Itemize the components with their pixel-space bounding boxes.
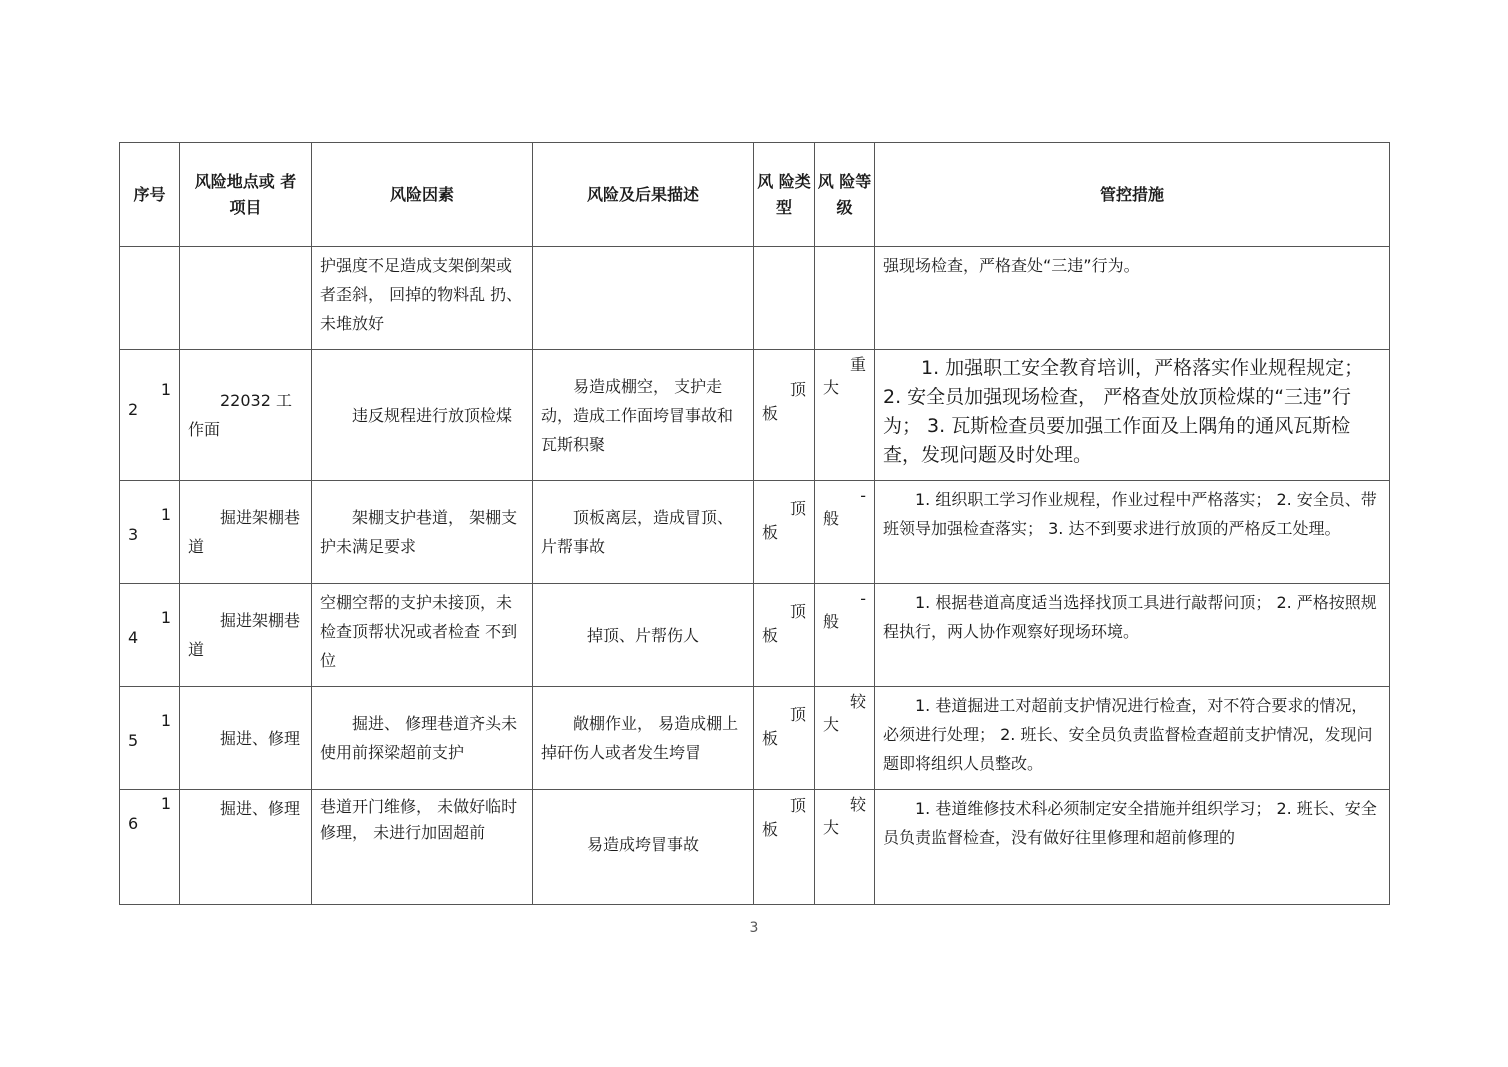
cell-measures: 1. 组织职工学习作业规程，作业过程中严格落实； 2. 安全员、带班领导加强检查落实； 3. 达不到要求进行放顶的严格反工处理。 (875, 481, 1390, 584)
cell-location: 掘进、修理 (180, 790, 312, 905)
cell-type (754, 350, 815, 481)
row-number-bottom: 6 (128, 814, 139, 833)
table-row (120, 687, 1390, 790)
risk-type-bottom: 板 (762, 626, 779, 645)
risk-type-top: 顶 (789, 380, 806, 399)
risk-level-bottom: 般 (823, 612, 840, 631)
table-row (120, 247, 1390, 350)
table-header-row (120, 143, 1390, 247)
cell-no (120, 790, 180, 905)
row-number-top: 1 (160, 380, 171, 399)
row-number-bottom: 2 (128, 400, 139, 419)
page-number: 3 (749, 920, 759, 936)
cell-description: 顶板离层，造成冒顶、片帮事故 (533, 481, 754, 584)
cell-level (815, 350, 875, 481)
cell-measures: 1. 巷道维修技术科必须制定安全措施并组织学习； 2. 班长、安全员负责监督检查，没有做好往里修理和超前修理的 (875, 790, 1390, 905)
risk-type-bottom: 板 (762, 729, 779, 748)
risk-level-top: - (860, 486, 866, 505)
row-number-top: 1 (160, 711, 171, 730)
cell-level (815, 790, 875, 905)
risk-level-bottom: 大 (823, 818, 840, 837)
cell-factor: 护强度不足造成支架倒架或者歪斜， 回掉的物料乱 扔、未堆放好 (312, 247, 533, 350)
cell-location: 掘进、修理 (180, 687, 312, 790)
cell-measures: 1. 根据巷道高度适当选择找顶工具进行敲帮问顶； 2. 严格按照规程执行，两人协作观察好现场环境。 (875, 584, 1390, 687)
cell-location: 22032 工作面 (180, 350, 312, 481)
risk-type-top: 顶 (789, 499, 806, 518)
cell-no (120, 584, 180, 687)
risk-level-top: 较 (849, 692, 866, 711)
risk-level-bottom: 般 (823, 509, 840, 528)
cell-no (120, 350, 180, 481)
cell-no (120, 481, 180, 584)
cell-location: 掘进架棚巷道 (180, 481, 312, 584)
risk-control-table (119, 142, 1390, 905)
header-type: 风 险类 型 (754, 143, 815, 247)
cell-description: 易造成棚空， 支护走动，造成工作面垮冒事故和瓦斯积聚 (533, 350, 754, 481)
cell-description: 掉顶、片帮伤人 (533, 584, 754, 687)
risk-level-top: 较 (849, 795, 866, 814)
cell-type (754, 584, 815, 687)
risk-type-top: 顶 (789, 602, 806, 621)
cell-measures: 强现场检查，严格查处“三违”行为。 (875, 247, 1390, 350)
cell-factor: 掘进、 修理巷道齐头未使用前探梁超前支护 (312, 687, 533, 790)
header-location: 风险地点或 者 项目 (180, 143, 312, 247)
cell-no (120, 687, 180, 790)
risk-type-bottom: 板 (762, 404, 779, 423)
table-row (120, 350, 1390, 481)
cell-type (754, 247, 815, 350)
cell-type (754, 790, 815, 905)
table-row (120, 584, 1390, 687)
cell-level (815, 247, 875, 350)
cell-description: 敞棚作业， 易造成棚上掉矸伤人或者发生垮冒 (533, 687, 754, 790)
cell-factor: 空棚空帮的支护未接顶，未检查顶帮状况或者检查 不到位 (312, 584, 533, 687)
header-description: 风险及后果描述 (533, 143, 754, 247)
risk-level-bottom: 大 (823, 715, 840, 734)
risk-level-top: - (860, 589, 866, 608)
cell-type (754, 687, 815, 790)
risk-type-top: 顶 (789, 705, 806, 724)
cell-description: 易造成垮冒事故 (533, 790, 754, 905)
cell-factor: 违反规程进行放顶检煤 (312, 350, 533, 481)
row-number-top: 1 (160, 794, 171, 813)
cell-type (754, 481, 815, 584)
cell-measures: 1. 加强职工安全教育培训，严格落实作业规程规定；2. 安全员加强现场检查， 严格查处放顶检煤的“三违”行为； 3. 瓦斯检查员要加强工作面及上隅角的通风瓦斯检查，发现问题及时处理。 (875, 350, 1390, 481)
risk-type-bottom: 板 (762, 820, 779, 839)
cell-location (180, 247, 312, 350)
cell-location: 掘进架棚巷道 (180, 584, 312, 687)
header-factor: 风险因素 (312, 143, 533, 247)
risk-type-bottom: 板 (762, 523, 779, 542)
cell-level (815, 584, 875, 687)
risk-level-top: 重 (849, 355, 866, 374)
header-no: 序号 (120, 143, 180, 247)
risk-type-top: 顶 (789, 796, 806, 815)
row-number-bottom: 3 (128, 525, 139, 544)
cell-measures: 1. 巷道掘进工对超前支护情况进行检查，对不符合要求的情况，必须进行处理； 2. 班长、安全员负责监督检查超前支护情况，发现问题即将组织人员整改。 (875, 687, 1390, 790)
header-measures: 管控措施 (875, 143, 1390, 247)
cell-no (120, 247, 180, 350)
header-level: 风 险等 级 (815, 143, 875, 247)
cell-level (815, 481, 875, 584)
cell-factor: 巷道开门维修， 未做好临时修理， 未进行加固超前 (312, 790, 533, 905)
risk-level-bottom: 大 (823, 378, 840, 397)
cell-factor: 架棚支护巷道， 架棚支护未满足要求 (312, 481, 533, 584)
table-row (120, 790, 1390, 905)
cell-description (533, 247, 754, 350)
row-number-bottom: 4 (128, 628, 139, 647)
row-number-bottom: 5 (128, 731, 139, 750)
cell-level (815, 687, 875, 790)
table-row (120, 481, 1390, 584)
row-number-top: 1 (160, 505, 171, 524)
row-number-top: 1 (160, 608, 171, 627)
